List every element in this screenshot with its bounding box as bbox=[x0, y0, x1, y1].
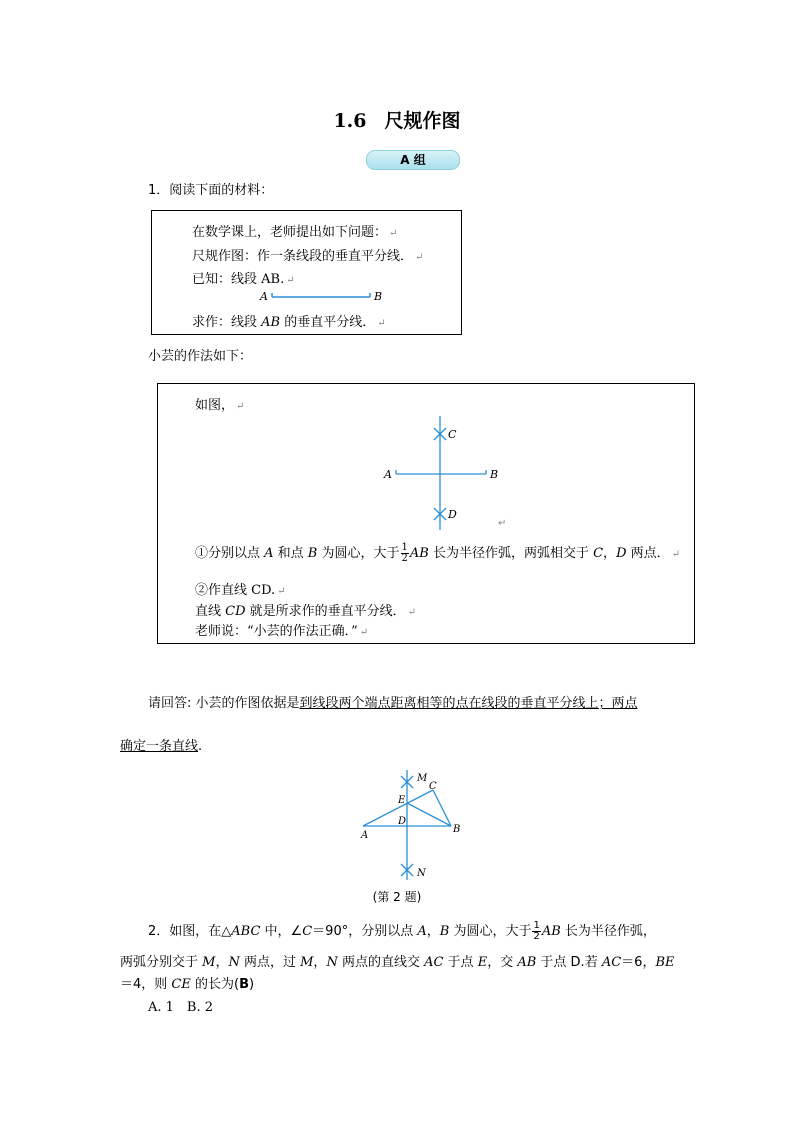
fig-label-c: C bbox=[448, 428, 457, 441]
box2-step2: ②作直线 CD. ↵ bbox=[195, 583, 286, 598]
box1-line1: 在数学课上，老师提出如下问题： ↵ bbox=[192, 225, 398, 240]
fig2-label-e: E bbox=[398, 795, 406, 806]
box1-line4: 求作：线段 AB 的垂直平分线． ↵ bbox=[192, 315, 386, 330]
box2-step3: 直线 CD 就是所求作的垂直平分线． ↵ bbox=[195, 604, 417, 619]
fig2-label-b: B bbox=[453, 824, 461, 835]
segment-ab-figure bbox=[252, 287, 402, 307]
box1-line3: 已知：线段 AB. ↵ bbox=[192, 272, 295, 287]
segment-be bbox=[407, 803, 451, 826]
fig-label-a: A bbox=[384, 468, 392, 481]
section-number: 1.6 bbox=[333, 110, 367, 132]
section-title-text: 尺规作图 bbox=[384, 110, 461, 132]
fig2-label-m: M bbox=[417, 773, 428, 784]
q2-line2: 两弧分别交于 M，N 两点，过 M，N 两点的直线交 AC 于点 E，交 AB 于点 D.若 AC＝6，BE bbox=[120, 955, 675, 970]
box1-line2: 尺规作图：作一条线段的垂直平分线． ↵ bbox=[192, 249, 424, 264]
q2-fraction-half: $\frac{1}{2}$ bbox=[533, 920, 540, 942]
q2-options: A. 1 B. 2 bbox=[148, 1000, 214, 1015]
fraction-half: $\frac{1}{2}$ bbox=[401, 542, 408, 564]
answer-line1: 请回答: 小芸的作图依据是到线段两个端点距离相等的点在线段的垂直平分线上；两点 bbox=[148, 696, 638, 711]
box2-line1: 如图， ↵ bbox=[195, 398, 245, 413]
fig2-label-c: C bbox=[429, 781, 437, 792]
fig-label-d: D bbox=[448, 508, 457, 521]
fig-label-b: B bbox=[490, 468, 499, 481]
figure2-caption: (第 2 题) bbox=[372, 890, 422, 904]
bisector-figure bbox=[378, 414, 508, 532]
q1-intro: 1．阅读下面的材料： bbox=[148, 183, 274, 198]
fig2-label-a: A bbox=[361, 830, 369, 841]
seg-label-b: B bbox=[374, 290, 383, 303]
fig2-label-n: N bbox=[417, 868, 426, 879]
group-badge: A 组 bbox=[366, 150, 460, 170]
answer-line2: 确定一条直线. bbox=[120, 739, 203, 754]
problem-box bbox=[151, 210, 462, 335]
box2-step4: 老师说：“小芸的作法正确．” ↵ bbox=[195, 624, 369, 639]
triangle-figure bbox=[355, 768, 470, 883]
section-title bbox=[0, 106, 794, 133]
method-box: 如图， ↵ C D A B ↵ ①分别以点 A 和点 B 为圆心，大于 $\frac{1}{2}$ AB 长为半径作弧，两弧相交于 C，D 两点． ↵ ②作直线 CD. ↵ 直线 CD 就是所求作的垂直平分线． ↵ 老师说：“小芸的作法正确．” ↵ bbox=[157, 383, 695, 644]
q2-answer: B bbox=[239, 977, 249, 992]
q2-line3: ＝4，则 CE 的长为(B) bbox=[120, 977, 255, 992]
q2-line1: 2．如图，在△ABC 中，∠C＝90°，分别以点 A，B 为圆心，大于 $\frac{1}{2}$ AB 长为半径作弧， bbox=[148, 920, 656, 942]
method-intro: 小芸的作法如下： bbox=[148, 349, 253, 364]
fig2-label-d: D bbox=[398, 816, 407, 827]
seg-label-a: A bbox=[260, 290, 268, 303]
box2-step1: ①分别以点 A 和点 B 为圆心，大于 $\frac{1}{2}$ AB 长为半径作弧，两弧相交于 C，D 两点． ↵ bbox=[195, 542, 681, 564]
